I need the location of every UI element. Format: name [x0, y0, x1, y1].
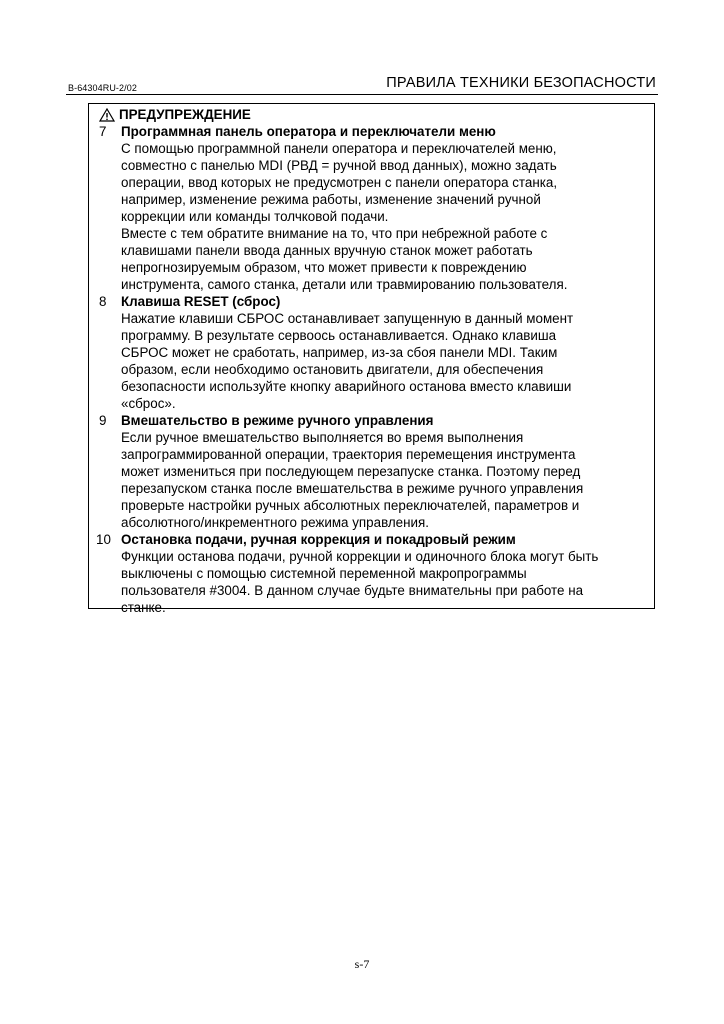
warning-item-8 — [99, 293, 644, 412]
item-number: 7 — [99, 124, 107, 139]
body-line: инструмента, самого станка, детали или травмированию пользователя. — [121, 277, 568, 292]
body-line: непрогнозируемым образом, что может привести к повреждению — [121, 260, 527, 275]
body-line: станке. — [121, 600, 166, 615]
body-line: безопасности используйте кнопку аварийного останова вместо клавиши — [121, 379, 572, 394]
item-title: Остановка подачи, ручная коррекция и покадровый режим — [121, 532, 516, 547]
header-divider — [66, 94, 658, 95]
body-line: клавишами панели ввода данных вручную станок может работать — [121, 243, 533, 258]
warning-label: ПРЕДУПРЕЖДЕНИЕ — [119, 107, 251, 122]
body-line: операции, ввод которых не предусмотрен с панели оператора станка, — [121, 175, 558, 190]
body-line: пользователя #3004. В данном случае будьте внимательны при работе на — [121, 583, 584, 598]
item-number: 9 — [99, 413, 107, 428]
body-line: «сброс». — [121, 396, 176, 411]
body-line: С помощью программной панели оператора и переключателей меню, — [121, 141, 557, 156]
body-line: может измениться при последующем перезапуске станка. Поэтому перед — [121, 464, 581, 479]
body-line: Нажатие клавиши СБРОС останавливает запущенную в данный момент — [121, 311, 574, 326]
body-line: СБРОС может не сработать, например, из-за сбоя панели MDI. Таким — [121, 345, 558, 360]
body-line: Вместе с тем обратите внимание на то, что при небрежной работе с — [121, 226, 548, 241]
body-line: совместно с панелью MDI (РВД = ручной ввод данных), можно задать — [121, 158, 557, 173]
body-line: образом, если необходимо остановить двигатели, для обеспечения — [121, 362, 544, 377]
warning-item-9 — [99, 412, 644, 531]
item-number: 10 — [96, 532, 111, 547]
item-number: 8 — [99, 294, 107, 309]
warning-heading — [99, 106, 251, 123]
body-line: Функции останова подачи, ручной коррекции и одиночного блока могут быть — [121, 549, 599, 564]
body-line: коррекции или команды толчковой подачи. — [121, 209, 389, 224]
body-line: Если ручное вмешательство выполняется во время выполнения — [121, 430, 524, 445]
item-title: Программная панель оператора и переключатели меню — [121, 124, 496, 139]
item-body — [121, 429, 644, 531]
item-body — [121, 310, 644, 412]
item-body — [121, 140, 644, 293]
body-line: например, изменение режима работы, изменение значений ручной — [121, 192, 541, 207]
warning-item-10 — [96, 531, 644, 616]
warning-box — [88, 103, 655, 615]
body-line: программу. В результате сервоось останавливается. Однако клавиша — [121, 328, 557, 343]
warning-triangle-icon — [99, 108, 115, 122]
page-number: s-7 — [354, 957, 370, 971]
body-line: перезапуском станка после вмешательства в режиме ручного управления — [121, 481, 584, 496]
body-line: выключены с помощью системной переменной макропрограммы — [121, 566, 527, 581]
item-title: Клавиша RESET (сброс) — [121, 294, 281, 309]
section-title: ПРАВИЛА ТЕХНИКИ БЕЗОПАСНОСТИ — [386, 75, 656, 91]
body-line: запрограммированной операции, траектория перемещения инструмента — [121, 447, 576, 462]
body-line: абсолютного/инкрементного режима управления. — [121, 515, 429, 530]
document-code: B-64304RU-2/02 — [68, 83, 137, 93]
body-line: проверьте настройки ручных абсолютных переключателей, параметров и — [121, 498, 580, 513]
item-body — [121, 548, 644, 616]
warning-item-7 — [99, 123, 644, 293]
item-title: Вмешательство в режиме ручного управления — [121, 413, 434, 428]
